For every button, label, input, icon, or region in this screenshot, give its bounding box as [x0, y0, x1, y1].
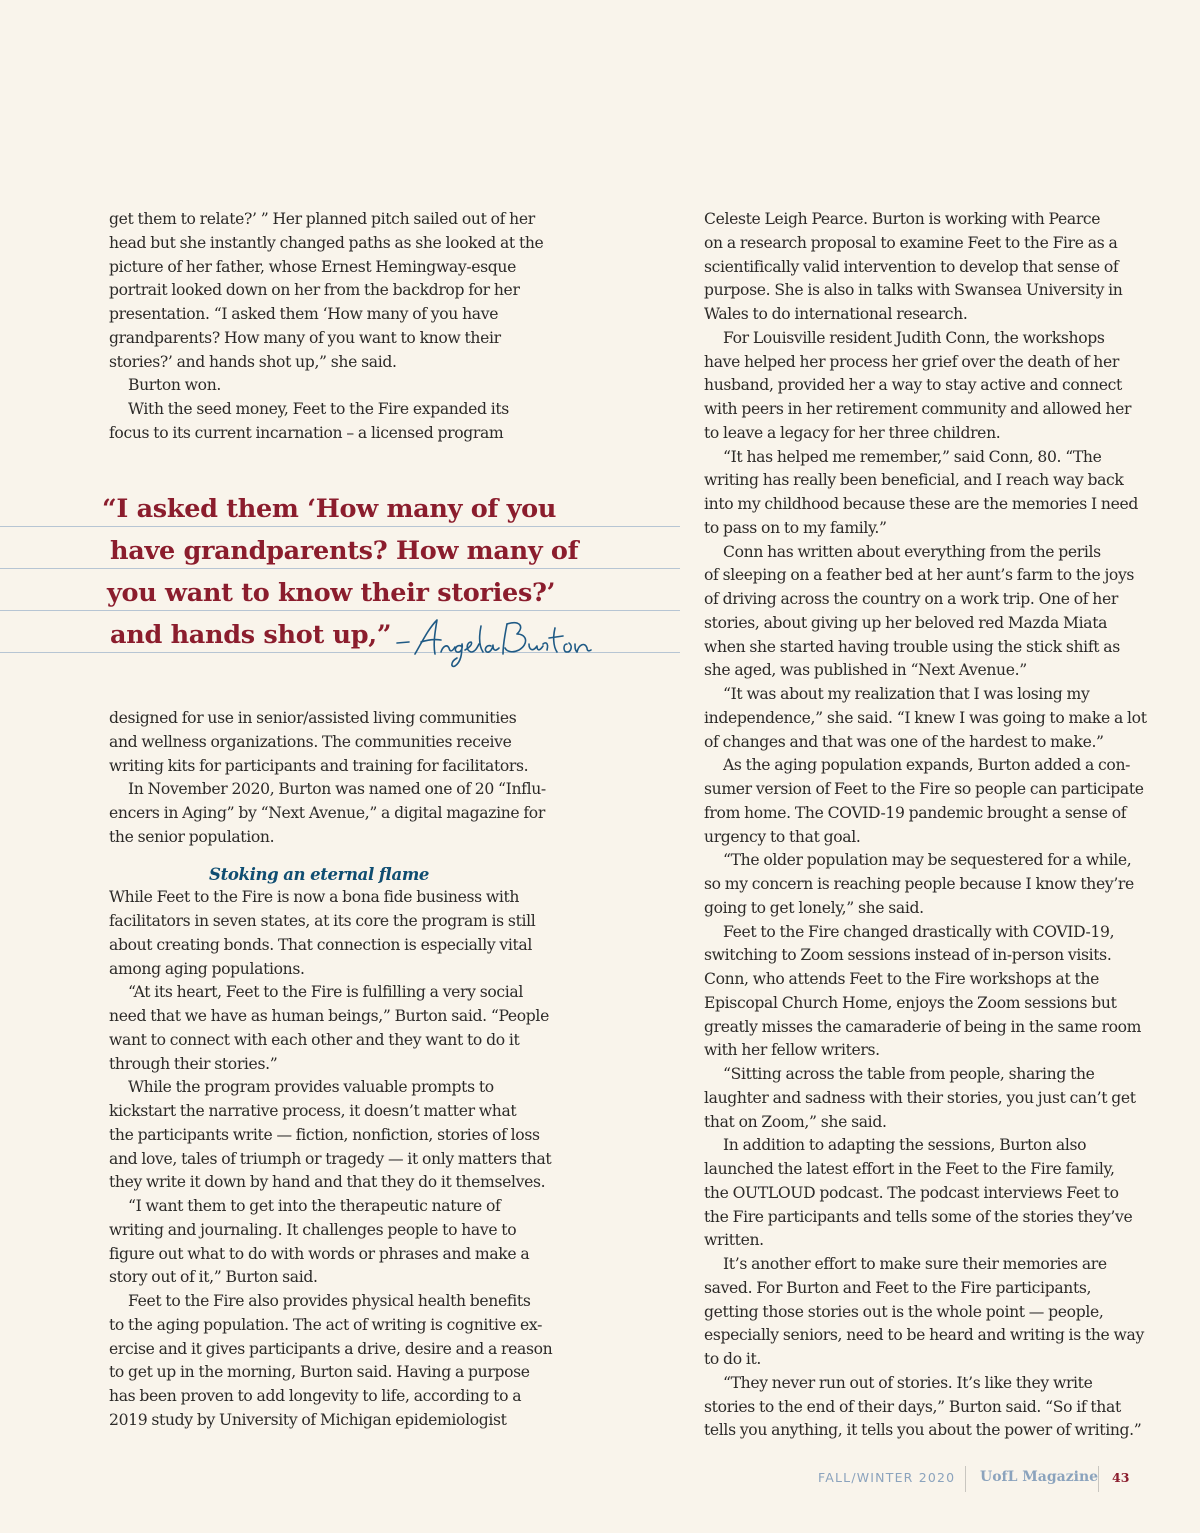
article-text-line: picture of her father, whose Ernest Hemingway-esque	[109, 257, 516, 276]
pull-quote-line: have grandparents? How many of	[110, 536, 579, 566]
article-text-line: sumer version of Feet to the Fire so people can participate	[704, 780, 1144, 798]
footer-magazine-name: UofL Magazine	[980, 1469, 1099, 1485]
article-text-line: the OUTLOUD podcast. The podcast interviews Feet to	[704, 1183, 1119, 1202]
article-text-line: from home. The COVID-19 pandemic brought a sense of	[704, 803, 1127, 822]
article-text-line: to leave a legacy for her three children.	[704, 423, 1001, 442]
article-text-line: stories, about giving up her beloved red Mazda Miata	[704, 613, 1108, 632]
article-paragraphs-before-subhead	[109, 707, 549, 850]
article-text-line: and wellness organizations. The communities receive	[109, 732, 512, 751]
article-text-line: launched the latest effort in the Feet to the Fire family,	[704, 1160, 1115, 1178]
article-text-line: presentation. “I asked them ‘How many of you have	[109, 305, 499, 323]
pull-quote-line: and hands shot up,”	[110, 620, 392, 650]
article-text-line: facilitators in seven states, at its core the program is still	[109, 912, 536, 930]
footer-page-number: 43	[1112, 1470, 1130, 1485]
article-text-line: In November 2020, Burton was named one of 20 “Influ-	[128, 780, 546, 799]
article-text-line: Celeste Leigh Pearce. Burton is working with Pearce	[704, 210, 1101, 228]
article-text-line: For Louisville resident Judith Conn, the workshops	[723, 328, 1105, 347]
article-text-line: written.	[704, 1231, 764, 1250]
article-text-line: It’s another effort to make sure their memories are	[723, 1255, 1107, 1273]
article-text-line: figure out what to do with words or phrases and make a	[109, 1244, 530, 1263]
article-text-line: the participants write — fiction, nonfiction, stories of loss	[109, 1125, 540, 1144]
article-text-line: urgency to that goal.	[704, 827, 861, 846]
article-text-line: want to connect with each other and they want to do it	[109, 1030, 520, 1049]
spacer	[109, 850, 549, 863]
article-text-line: With the seed money, Feet to the Fire expanded its	[128, 400, 509, 418]
article-text-line: on a research proposal to examine Feet to the Fire as a	[704, 233, 1118, 252]
article-text-line: stories to the end of their days,” Burton said. “So if that	[704, 1397, 1121, 1416]
article-text-line: writing and journaling. It challenges people to have to	[109, 1220, 517, 1239]
article-text-line: In addition to adapting the sessions, Burton also	[723, 1136, 1087, 1155]
article-text-line: “At its heart, Feet to the Fire is fulfilling a very social	[128, 983, 523, 1002]
article-text-line: about creating bonds. That connection is especially vital	[109, 935, 533, 954]
article-text-line: the senior population.	[109, 827, 275, 846]
article-text-line: with her fellow writers.	[704, 1041, 880, 1060]
article-text-line: need that we have as human beings,” Burton said. “People	[109, 1007, 549, 1025]
article-text-line: independence,” she said. “I knew I was going to make a lot	[704, 708, 1147, 727]
article-text-line: to the aging population. The act of writing is cognitive ex-	[109, 1315, 543, 1334]
article-text-line: stories?’ and hands shot up,” she said.	[109, 352, 397, 371]
footer-divider	[965, 1466, 966, 1492]
article-text-line: Feet to the Fire changed drastically with COVID-19,	[723, 922, 1115, 941]
article-text-line: 2019 study by University of Michigan epidemiologist	[109, 1410, 507, 1429]
article-text-line: While Feet to the Fire is now a bona fide business with	[109, 888, 520, 907]
section-subhead: Stoking an eternal flame	[209, 864, 430, 884]
article-text-line: grandparents? How many of you want to know their	[109, 328, 501, 347]
article-text-line: getting those stories out is the whole point — people,	[704, 1302, 1104, 1321]
article-text-line: the Fire participants and tells some of the stories they’ve	[704, 1207, 1133, 1226]
article-text-line: story out of it,” Burton said.	[109, 1268, 318, 1287]
article-text-line: encers in Aging” by “Next Avenue,” a digital magazine for	[109, 804, 545, 822]
article-text-line: “It was about my realization that I was losing my	[723, 685, 1090, 703]
article-text-line: purpose. She is also in talks with Swansea University in	[704, 281, 1123, 300]
article-text-line: Conn, who attends Feet to the Fire workshops at the	[704, 970, 1100, 988]
pull-quote-rule	[0, 568, 680, 569]
article-column-right	[704, 208, 1147, 1443]
article-text-line: of sleeping on a feather bed at her aunt’s farm to the joys	[704, 566, 1135, 585]
article-text-line: greatly misses the camaraderie of being in the same room	[704, 1017, 1142, 1036]
article-text-line: scientifically valid intervention to develop that sense of	[704, 257, 1119, 276]
article-text-line: and love, tales of triumph or tragedy — it only matters that	[109, 1149, 552, 1168]
article-text-line: among aging populations.	[109, 959, 305, 978]
article-text-line: that on Zoom,” she said.	[704, 1112, 887, 1131]
article-text-line: into my childhood because these are the memories I need	[704, 495, 1138, 513]
article-text-line: Conn has written about everything from the perils	[723, 542, 1101, 561]
article-text-line: Episcopal Church Home, enjoys the Zoom sessions but	[704, 993, 1117, 1012]
article-text-line: ercise and it gives participants a drive, desire and a reason	[109, 1339, 553, 1358]
signature-angela-burton	[395, 610, 595, 670]
article-text-line: Wales to do international research.	[704, 305, 968, 323]
article-text-line: designed for use in senior/assisted living communities	[109, 709, 517, 727]
article-text-line: get them to relate?’ ” Her planned pitch sailed out of her	[109, 210, 535, 228]
article-text-line: to get up in the morning, Burton said. Having a purpose	[109, 1363, 530, 1382]
article-text-line: As the aging population expands, Burton added a con-	[723, 756, 1131, 775]
article-text-line: writing kits for participants and training for facilitators.	[109, 756, 529, 775]
article-text-line: switching to Zoom sessions instead of in-person visits.	[704, 946, 1112, 965]
article-text-line: “The older population may be sequestered for a while,	[723, 851, 1132, 870]
footer-issue-season: FALL/WINTER 2020	[818, 1470, 956, 1485]
footer-divider	[1098, 1466, 1099, 1492]
article-text-line: to pass on to my family.”	[704, 518, 887, 537]
pull-quote-line: “I asked them ‘How many of you	[102, 494, 557, 524]
article-text-line: through their stories.”	[109, 1054, 278, 1073]
article-text-line: “They never run out of stories. It’s like they write	[723, 1373, 1093, 1392]
article-text-line: writing has really been beneficial, and I reach way back	[704, 471, 1124, 490]
article-text-line: of driving across the country on a work trip. One of her	[704, 590, 1118, 608]
pull-quote-line: you want to know their stories?’	[107, 578, 556, 608]
article-text-line: laughter and sadness with their stories, you just can’t get	[704, 1088, 1136, 1107]
article-text-line: she aged, was published in “Next Avenue.”	[704, 661, 1027, 680]
article-column-left-bottom	[109, 707, 553, 1433]
article-text-line: Feet to the Fire also provides physical health benefits	[128, 1292, 531, 1310]
article-text-line: “I want them to get into the therapeutic nature of	[128, 1197, 501, 1215]
article-text-line: when she started having trouble using the stick shift as	[704, 637, 1120, 656]
article-text-line: going to get lonely,” she said.	[704, 898, 924, 917]
article-text-line: “It has helped me remember,” said Conn, 80. “The	[723, 447, 1102, 466]
article-text-line: tells you anything, it tells you about the power of writing.”	[704, 1421, 1142, 1440]
article-text-line: portrait looked down on her from the backdrop for her	[109, 281, 520, 300]
article-text-line: “Sitting across the table from people, sharing the	[723, 1065, 1095, 1083]
article-text-line: has been proven to add longevity to life, according to a	[109, 1387, 522, 1405]
article-text-line: While the program provides valuable prompts to	[128, 1078, 494, 1097]
article-paragraphs-after-subhead	[109, 886, 553, 1432]
article-text-line: husband, provided her a way to stay active and connect	[704, 376, 1122, 395]
article-text-line: they write it down by hand and that they do it themselves.	[109, 1173, 546, 1192]
pull-quote-rule	[0, 526, 680, 527]
article-text-line: head but she instantly changed paths as she looked at the	[109, 233, 544, 252]
article-text-line: saved. For Burton and Feet to the Fire participants,	[704, 1278, 1092, 1297]
article-text-line: so my concern is reaching people because I know they’re	[704, 875, 1134, 893]
article-text-line: Burton won.	[128, 376, 221, 395]
article-text-line: to do it.	[704, 1350, 761, 1368]
article-text-line: kickstart the narrative process, it doesn’t matter what	[109, 1102, 517, 1120]
article-text-line: have helped her process her grief over the death of her	[704, 352, 1119, 371]
article-column-left-top	[109, 208, 549, 446]
article-text-line: with peers in her retirement community and allowed her	[704, 400, 1132, 418]
article-text-line: focus to its current incarnation – a licensed program	[109, 423, 504, 442]
article-text-line: of changes and that was one of the hardest to make.”	[704, 732, 1104, 751]
article-text-line: especially seniors, need to be heard and writing is the way	[704, 1326, 1144, 1345]
